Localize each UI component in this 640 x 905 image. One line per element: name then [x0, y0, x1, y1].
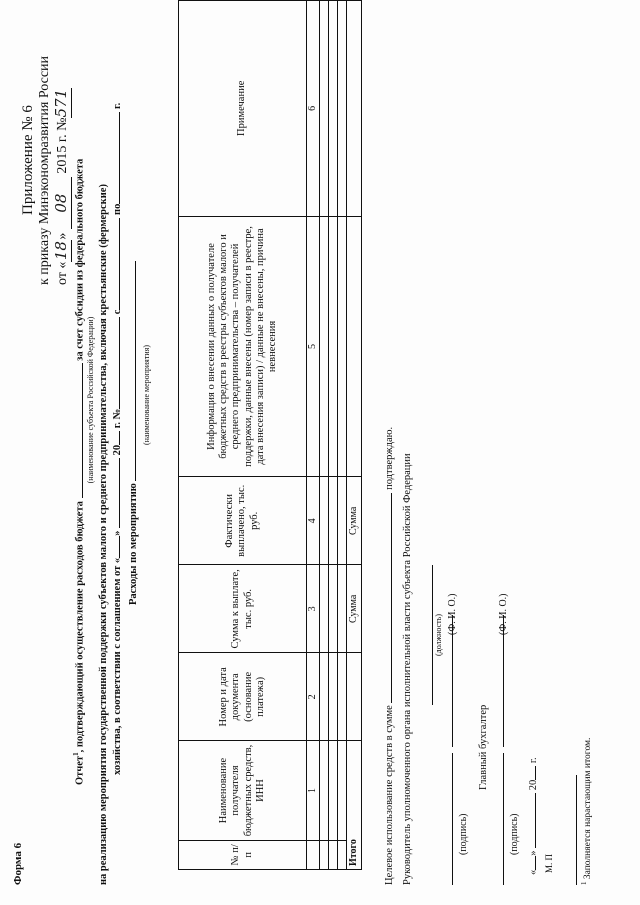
agreement-year-prefix: 20	[112, 444, 123, 456]
header-registry-info: Информация о внесении данных о получателе бюджетных средств в реестры субъектов малого и среднего предпринимательства – получателей поддержки, данные внесены (номер записи в реестре, дата внесения записи) / данные не внесены, причина невнесения	[179, 216, 307, 477]
expenses-label: Расходы по мероприятию	[128, 483, 139, 605]
title-line2: на реализацию мероприятия государственной поддержки субъектов малого и среднего предпринимательства, включая крестьянские (фермерские)	[98, 184, 109, 885]
table-header-row	[179, 1, 307, 870]
appendix-header	[20, 25, 72, 285]
footnote-separator	[576, 775, 577, 885]
header-amount-paid: Фактически выплачено, тыс. руб.	[179, 477, 307, 565]
chief-accountant: Главный бухгалтер	[478, 704, 489, 790]
date-year-suffix: г.	[528, 757, 539, 764]
order-day: 18	[52, 241, 71, 261]
stamp-place: М. П	[544, 853, 554, 873]
target-use-line	[384, 5, 397, 885]
table-row	[329, 1, 338, 870]
position-line	[432, 565, 433, 705]
table-row	[338, 1, 347, 870]
report-title	[72, 5, 87, 785]
footnote-number: 1	[580, 881, 588, 885]
position-caption: (должность)	[434, 614, 443, 656]
title-line4	[128, 185, 141, 605]
amount-blank	[391, 493, 392, 703]
col-number: 1	[307, 741, 320, 840]
period-year-suffix: г.	[112, 102, 123, 109]
order-year-label: 2015 г. №	[55, 117, 71, 174]
date-year-prefix: 20	[528, 779, 539, 791]
col-number: 5	[307, 216, 320, 477]
footnote-marker: 1	[72, 752, 80, 756]
title-text: , подтверждающий осуществление расходов бюджета	[74, 501, 86, 753]
date-open: «	[528, 869, 539, 875]
period-to-label: по	[112, 203, 123, 215]
report-table	[178, 0, 362, 870]
signature-line-2	[503, 753, 504, 885]
date-day-blank	[535, 856, 536, 870]
signature-caption-1: (подпись)	[458, 813, 469, 855]
order-month: 08	[53, 177, 71, 229]
title-word: Отчет	[74, 755, 86, 785]
period-to-blank	[119, 112, 120, 204]
agreement-year-blank	[119, 431, 120, 445]
date-close-quote: »	[55, 232, 71, 240]
header-recipient: Наименование получателя бюджетных средств, ИНН	[179, 741, 307, 840]
subject-blank	[82, 363, 83, 498]
total-sum-due: Сумма	[347, 565, 362, 653]
col-number: 6	[307, 1, 320, 217]
header-amount-due: Сумма к выплате, тыс. руб.	[179, 565, 307, 653]
agreement-number-blank	[119, 317, 120, 409]
header-note: Примечание	[179, 1, 307, 217]
date-year-blank	[535, 766, 536, 780]
period-from-blank	[119, 218, 120, 310]
form-label: Форма 6	[12, 842, 24, 885]
column-number-row	[307, 1, 320, 870]
total-label: Итого	[347, 741, 362, 870]
date-line	[528, 757, 541, 875]
total-sum-paid: Сумма	[347, 477, 362, 565]
appendix-order: к приказу Минэкономразвития России	[37, 55, 53, 285]
agreement-number-label: г. №	[112, 408, 123, 429]
agreement-month-blank	[119, 458, 120, 528]
col-number: 2	[307, 653, 320, 741]
event-caption: (наименование мероприятия)	[142, 345, 151, 445]
appendix-date-line	[53, 25, 71, 285]
agreement-quote: »	[112, 530, 123, 536]
title-subsidy-text: за счет субсидии из федерального бюджета	[74, 158, 86, 361]
title-line3	[112, 5, 125, 775]
signature-caption-2: (подпись)	[509, 813, 520, 855]
order-number: 571	[52, 88, 71, 118]
target-use-label: Целевое использование средств в сумме	[384, 705, 395, 885]
total-empty	[347, 216, 362, 477]
appendix-title: Приложение № 6	[20, 105, 36, 215]
table-row	[320, 1, 329, 870]
date-month-blank	[535, 793, 536, 848]
col-number: 3	[307, 565, 320, 653]
confirmed-label: подтверждаю.	[384, 426, 395, 490]
date-open-quote: от «	[55, 261, 71, 285]
total-empty	[347, 653, 362, 741]
footnote-text: Заполняется нарастающим итогом.	[583, 737, 594, 880]
total-row	[347, 1, 362, 870]
fio-caption-1: (Ф. И. О.)	[447, 593, 458, 635]
subject-caption: (наименование субъекта Российской Федерации)	[86, 316, 95, 484]
event-blank	[135, 261, 136, 481]
date-close: »	[528, 850, 539, 856]
col-number: 4	[307, 477, 320, 565]
head-title: Руководитель уполномоченного органа исполнительной власти субъекта Российской Федерации	[402, 453, 413, 885]
period-from-label: с	[112, 309, 123, 315]
fio-caption-2: (Ф. И. О.)	[498, 593, 509, 635]
col-number	[307, 840, 320, 869]
header-document: Номер и дата документа (основание платежа)	[179, 653, 307, 741]
agreement-day-blank	[119, 536, 120, 558]
total-empty	[347, 1, 362, 217]
agreement-text: хозяйства, в соответствии с соглашением от «	[112, 557, 123, 775]
signature-line-1	[452, 753, 453, 885]
footnote	[580, 738, 595, 885]
header-number: № п/п	[179, 840, 307, 869]
